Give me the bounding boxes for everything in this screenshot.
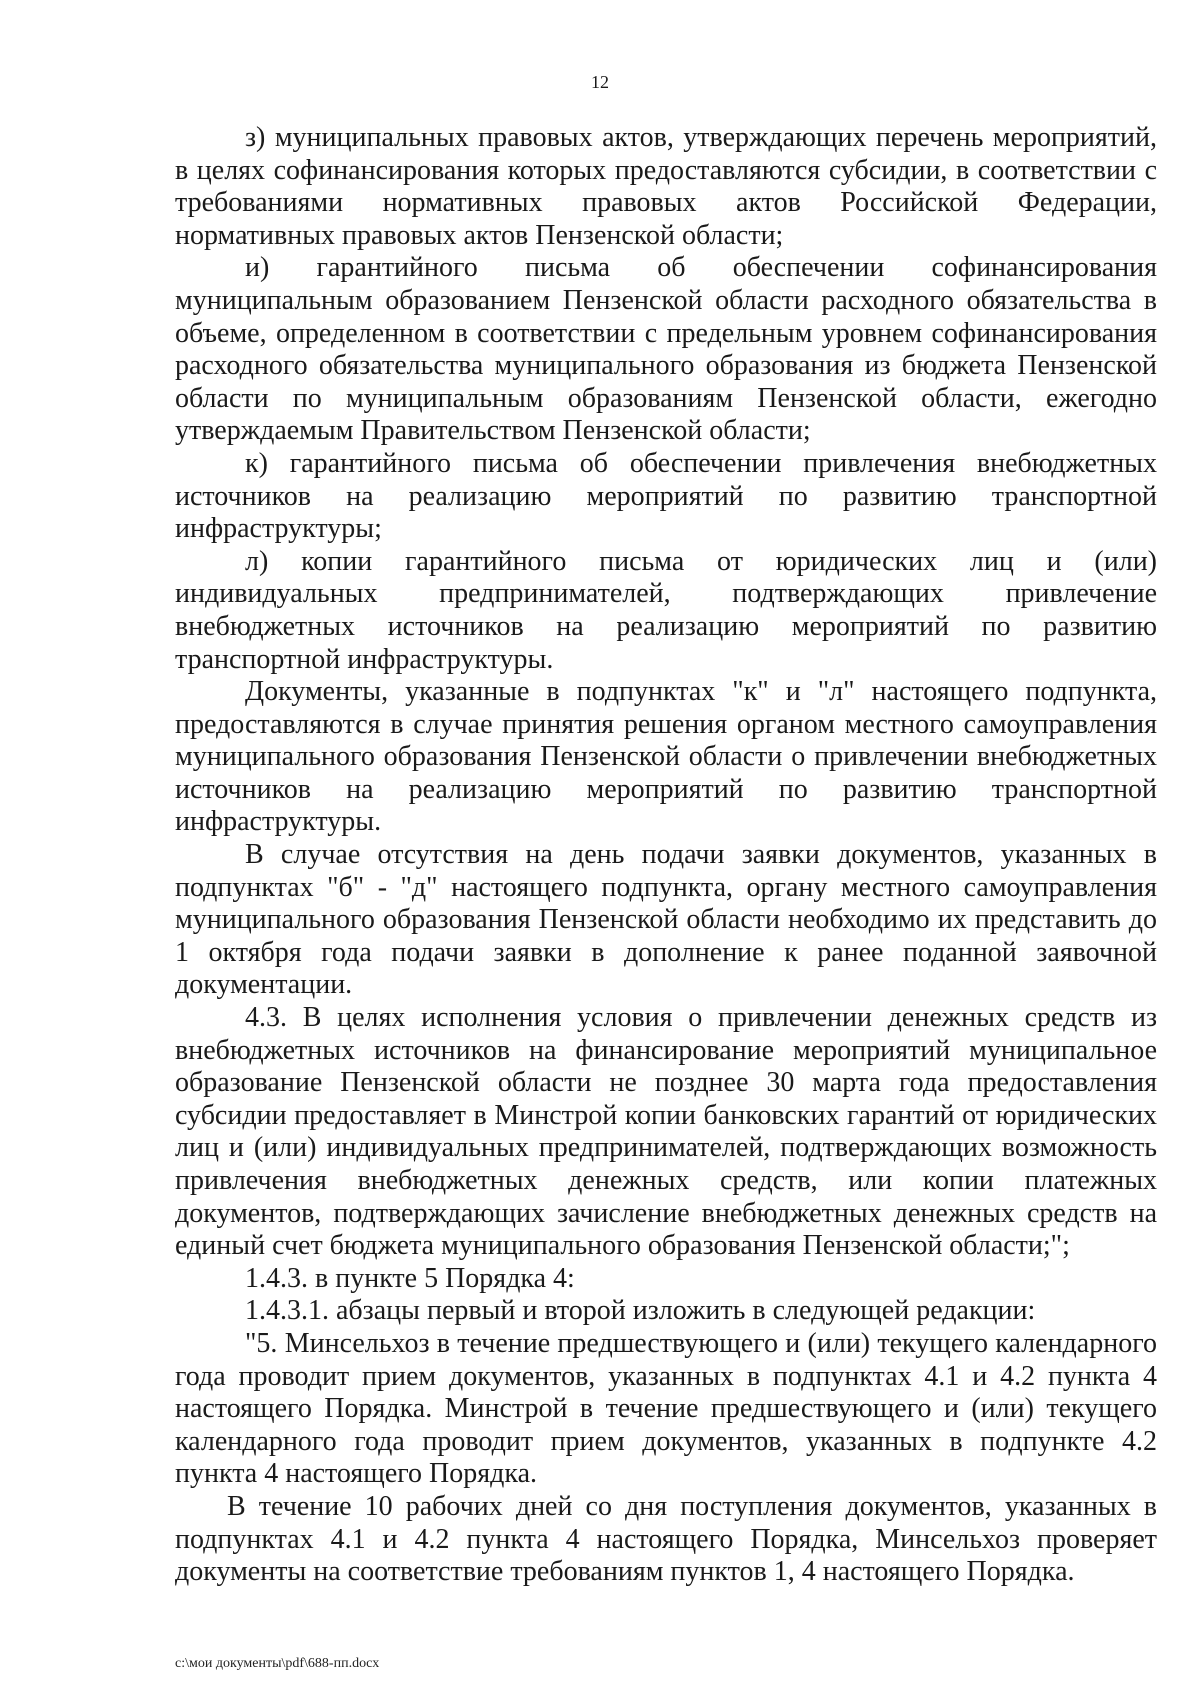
footer-file-path: c:\мои документы\pdf\688-пп.docx [175,1656,380,1671]
paragraph-k: к) гарантийного письма об обеспечении привлечения внебюджетных источников на реализацию мероприятий по развитию транспортной инфраструктуры; [175,447,1157,545]
document-body [175,122,1157,1589]
paragraph-1-4-3: 1.4.3. в пункте 5 Порядка 4: [245,1262,575,1294]
paragraph-4-3: 4.3. В целях исполнения условия о привлечении денежных средств из внебюджетных источников на финансирование мероприятий муниципальное образование Пензенской области не позднее 30 марта года предоставления субсидии предоставляет в Минстрой копии банковских гарантий от юридических лиц и (или) индивидуальных предпринимателей, подтверждающих возможность привлечения внебюджетных денежных средств, или копии платежных документов, подтверждающих зачисление внебюджетных денежных средств на единый счет бюджета муниципального образования Пензенской области;"; [175,1002,1157,1262]
paragraph-absence: В случае отсутствия на день подачи заявки документов, указанных в подпунктах "б" - "д" настоящего подпункта, органу местного самоуправления муниципального образования Пензенской области необходимо их представить до 1 октября года подачи заявки в дополнение к ранее поданной заявочной документации. [175,839,1157,1001]
paragraph-z: з) муниципальных правовых актов, утверждающих перечень мероприятий, в целях софинансирования которых предоставляются субсидии, в соответствии с требованиями нормативных правовых актов Российской Федерации, нормативных правовых актов Пензенской области; [175,122,1157,251]
paragraph-1-4-3-1: 1.4.3.1. абзацы первый и второй изложить в следующей редакции: [245,1295,1036,1327]
page-number: 12 [591,72,609,92]
paragraph-i: и) гарантийного письма об обеспечении софинансирования муниципальным образованием Пензенской области расходного обязательства в объеме, определенном в соответствии с предельным уровнем софинансирования расходного обязательства муниципального образования из бюджета Пензенской области по муниципальным образованиям Пензенской области, ежегодно утверждаемым Правительством Пензенской области; [175,252,1157,447]
paragraph-10-days: В течение 10 рабочих дней со дня поступления документов, указанных в подпунктах 4.1 и 4.2 пункта 4 настоящего Порядка, Минсельхоз проверяет документы на соответствие требованиям пунктов 1, 4 настоящего Порядка. [175,1490,1157,1588]
paragraph-5: "5. Минсельхоз в течение предшествующего и (или) текущего календарного года проводит прием документов, указанных в подпунктах 4.1 и 4.2 пункта 4 настоящего Порядка. Минстрой в течение предшествующего и (или) текущего календарного года проводит прием документов, указанных в подпункте 4.2 пункта 4 настоящего Порядка. [175,1327,1157,1490]
paragraph-l: л) копии гарантийного письма от юридических лиц и (или) индивидуальных предпринимателей, подтверждающих привлечение внебюджетных источников на реализацию мероприятий по развитию транспортной инфраструктуры. [175,545,1157,675]
paragraph-documents: Документы, указанные в подпунктах "к" и "л" настоящего подпункта, предоставляются в случае принятия решения органом местного самоуправления муниципального образования Пензенской области о привлечении внебюджетных источников на реализацию мероприятий по развитию транспортной инфраструктуры. [175,676,1157,838]
